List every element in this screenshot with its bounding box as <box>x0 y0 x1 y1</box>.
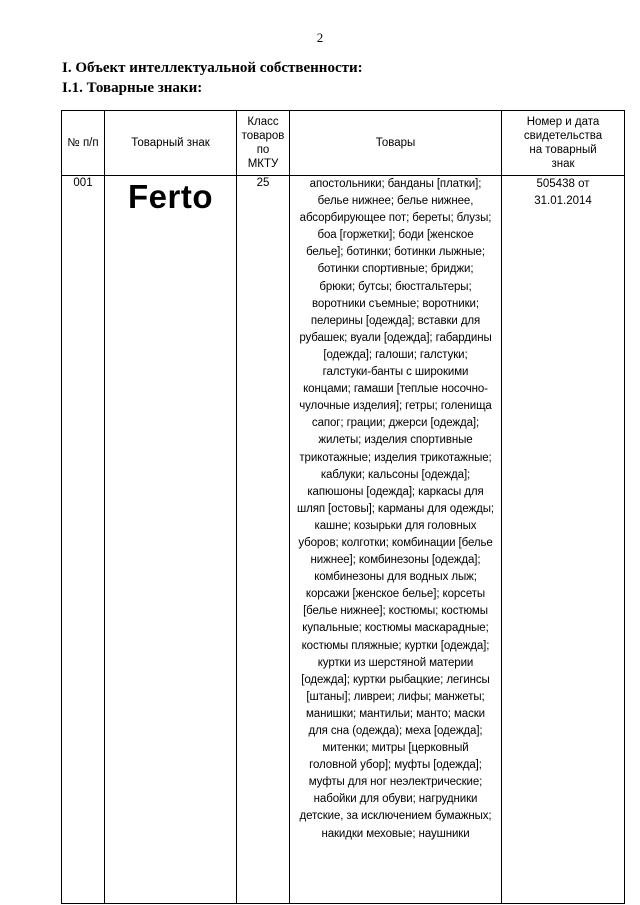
header-cert-line: знак <box>551 158 575 170</box>
goods-line: манишки; мантильи; манто; маски <box>306 707 485 720</box>
goods-line: накидки меховые; наушники <box>321 827 470 840</box>
table-header-row <box>62 111 625 176</box>
goods-line: детские, за исключением бумажных; <box>299 810 492 823</box>
certificate-date: 31.01.2014 <box>534 195 592 207</box>
certificate-cell <box>502 176 625 904</box>
table-row <box>62 176 625 904</box>
goods-line: апостольники; банданы [платки]; <box>309 178 482 190</box>
goods-line: белье нижнее; белье нижнее, <box>317 195 474 208</box>
goods-line: уборов; колготки; комбинации [белье <box>298 536 493 549</box>
header-class <box>237 111 290 176</box>
header-class-line: по <box>256 144 270 156</box>
goods-line: концами; гамаши [теплые носочно- <box>303 383 488 396</box>
goods-line: [одежда]; куртки рыбацкие; легинсы <box>301 673 490 686</box>
goods-line: ботинки спортивные; бриджи; <box>317 263 474 276</box>
goods-line: [одежда]; галоши; галстуки; <box>323 348 468 361</box>
goods-line: для сна (одежда); меха [одежда]; <box>308 725 483 737</box>
goods-line: воротники съемные; воротники; <box>312 297 479 310</box>
header-num: № п/п <box>62 111 105 176</box>
goods-line: шляп [остовы]; карманы для одежды; <box>296 502 495 515</box>
section-heading: I. Объект интеллектуальной собственности: <box>62 60 363 76</box>
page-number: 2 <box>316 30 324 45</box>
goods-line: митенки; митры [церковный <box>322 742 469 755</box>
header-cert-line: свидетельства <box>523 130 603 142</box>
header-class-line: товаров <box>241 130 285 142</box>
goods-line: брюки; бутсы; бюстгальтеры; <box>319 280 472 293</box>
goods-line: купальные; костюмы маскарадные; <box>302 622 489 635</box>
header-goods: Товары <box>290 111 502 176</box>
goods-line: муфты для ног неэлектрические; <box>308 776 483 789</box>
goods-line: галстуки-банты с широкими <box>322 366 469 379</box>
subsection-heading: I.1. Товарные знаки: <box>62 80 203 96</box>
header-cert <box>502 111 625 176</box>
trademarks-table <box>61 110 625 904</box>
header-class-line: МКТУ <box>247 158 279 170</box>
trademark-logo: Ferto <box>128 178 213 215</box>
goods-line: куртки из шерстяной материи <box>317 656 474 669</box>
goods-line: костюмы пляжные; куртки [одежда]; <box>301 639 490 652</box>
goods-line: жилеты; изделия спортивные <box>318 434 473 447</box>
goods-line: абсорбирующее пот; береты; блузы; <box>299 212 492 225</box>
goods-line: [штаны]; ливреи; лифы; манжеты; <box>306 690 485 703</box>
goods-line: боа [горжетки]; боди [женское <box>317 229 474 242</box>
header-cert-line: на товарный <box>529 144 597 156</box>
goods-line: рубашек; вуали [одежда]; габардины <box>299 331 492 344</box>
row-num: 001 <box>62 176 105 904</box>
goods-line: сапог; грации; джерси [одежда]; <box>311 417 480 430</box>
trademark-cell <box>105 176 237 904</box>
goods-line: капюшоны [одежда]; каркасы для <box>307 485 484 498</box>
goods-line: комбинезоны для водных лыж; <box>314 571 477 584</box>
goods-line: пелерины [одежда]; вставки для <box>310 314 481 327</box>
goods-list <box>290 176 502 904</box>
goods-line: кашне; козырьки для головных <box>314 519 477 532</box>
goods-line: чулочные изделия]; гетры; голенища <box>299 400 492 413</box>
header-class-line: Класс <box>247 116 279 128</box>
goods-line: набойки для обуви; нагрудники <box>313 793 478 806</box>
goods-line: каблуки; кальсоны [одежда]; <box>320 468 471 481</box>
goods-line: корсажи [женское белье]; корсеты <box>305 588 486 601</box>
goods-line: нижнее]; комбинезоны [одежда]; <box>310 554 481 567</box>
header-mark: Товарный знак <box>105 111 237 176</box>
goods-line: головной убор]; муфты [одежда]; <box>309 759 482 772</box>
class-number: 25 <box>237 176 290 904</box>
goods-line: трикотажные; изделия трикотажные; <box>299 451 492 464</box>
certificate-number: 505438 от <box>536 178 590 190</box>
goods-line: белье]; ботинки; ботинки лыжные; <box>306 246 485 259</box>
header-cert-line: Номер и дата <box>526 116 600 128</box>
goods-line: [белье нижнее]; костюмы; костюмы <box>303 605 488 618</box>
